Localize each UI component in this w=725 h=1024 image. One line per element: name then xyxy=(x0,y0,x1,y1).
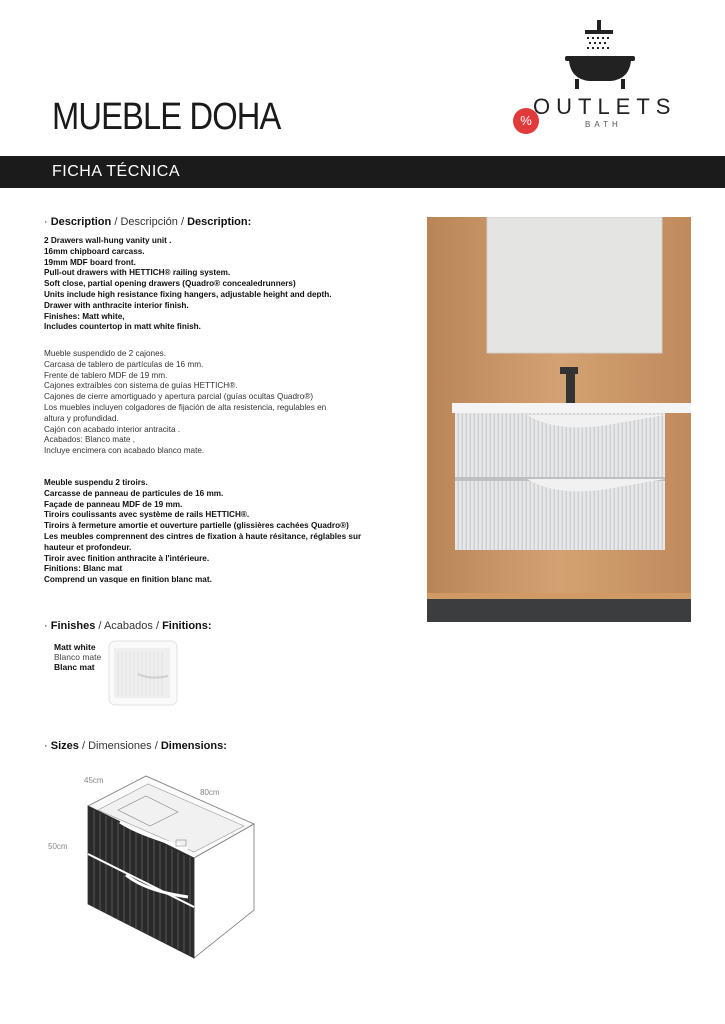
text-line: altura y profundidad. xyxy=(44,413,119,423)
text-line: Façade de panneau MDF de 19 mm. xyxy=(44,499,183,509)
description-heading: · Description / Descripción / Description: xyxy=(44,216,252,228)
text-line: Comprend un vasque en finition blanc mat. xyxy=(44,575,212,585)
text-line: Cajón con acabado interior antracita . xyxy=(44,424,181,434)
description-french xyxy=(44,478,362,586)
sizes-heading: · Sizes / Dimensiones / Dimensions: xyxy=(44,740,227,752)
text-line: Units include high resistance fixing hangers, adjustable height and depth. xyxy=(44,289,332,299)
text-line: Tiroir avec finition anthracite à l'intérieure. xyxy=(44,553,210,563)
text-line: Carcasa de tablero de partículas de 16 mm. xyxy=(44,359,204,369)
page-title: MUEBLE DOHA xyxy=(52,96,281,138)
text-line: Cajones de cierre amortiguado y apertura parcial (guías ocultas Quadro®) xyxy=(44,392,314,402)
text-line: Finitions: Blanc mat xyxy=(44,564,123,574)
finish-swatch-matt-white xyxy=(108,640,178,706)
bathtub-icon xyxy=(505,16,675,96)
heading-fr: Finitions: xyxy=(162,620,212,632)
text-line: Tiroirs coulissants avec système de rails HETTICH®. xyxy=(44,510,250,520)
text-line: Meuble suspendu 2 tiroirs. xyxy=(44,478,148,487)
heading-es: Dimensiones xyxy=(88,740,152,752)
text-line: 2 Drawers wall-hung vanity unit . xyxy=(44,236,172,245)
text-line: Frente de tablero MDF de 19 mm. xyxy=(44,370,168,380)
text-line: hauteur et profondeur. xyxy=(44,542,132,552)
text-line: Soft close, partial opening drawers (Quadro® concealedrunners) xyxy=(44,279,296,289)
heading-es: Acabados xyxy=(103,620,153,632)
logo-subtext: BATH xyxy=(585,120,622,129)
finish-name-en: Matt white xyxy=(54,642,96,652)
band-label: FICHA TÉCNICA xyxy=(52,163,180,180)
heading-en: Finishes xyxy=(50,620,96,632)
section-band xyxy=(0,156,725,188)
finish-name-es: Blanco mate xyxy=(54,652,102,662)
text-line: Mueble suspendido de 2 cajones. xyxy=(44,349,166,358)
heading-es: Descripción xyxy=(120,216,178,228)
text-line: Drawer with anthracite interior finish. xyxy=(44,300,189,310)
heading-en: Sizes xyxy=(50,740,79,752)
finishes-heading: · Finishes / Acabados / Finitions: xyxy=(44,620,212,632)
width-label: 80cm xyxy=(200,788,220,797)
discount-badge: % xyxy=(513,108,539,134)
height-label: 50cm xyxy=(48,842,68,851)
text-line: Tiroirs à fermeture amortie et ouverture partielle (glissières cachées Quadro®) xyxy=(44,521,349,531)
heading-en: Description xyxy=(50,216,112,228)
text-line: Incluye encimera con acabado blanco mate. xyxy=(44,446,205,456)
heading-fr: Description: xyxy=(187,216,252,228)
heading-fr: Dimensions: xyxy=(160,740,227,752)
depth-label: 45cm xyxy=(84,776,104,785)
text-line: Los muebles incluyen colgadores de fijación de alta resistencia, regulables en xyxy=(44,402,327,412)
finish-name-fr: Blanc mat xyxy=(54,662,95,672)
text-line: Includes countertop in matt white finish. xyxy=(44,322,201,332)
text-line: Cajones extraíbles con sistema de guías HETTICH®. xyxy=(44,381,238,391)
product-photo xyxy=(427,217,691,622)
text-line: Carcasse de panneau de particules de 16 mm. xyxy=(44,488,224,498)
text-line: Finishes: Matt white, xyxy=(44,311,125,321)
text-line: 16mm chipboard carcass. xyxy=(44,246,145,256)
description-spanish xyxy=(44,349,344,457)
text-line: Les meubles comprennent des cintres de fixation à haute résitance, réglables sur xyxy=(44,531,362,541)
text-line: Acabados: Blanco mate , xyxy=(44,435,136,445)
text-line: Pull-out drawers with HETTICH® railing system. xyxy=(44,268,231,278)
dimensions-diagram xyxy=(48,770,288,970)
description-english xyxy=(44,236,344,333)
logo-text: OUTLETS xyxy=(533,94,677,119)
finish-names xyxy=(54,642,101,672)
outlets-bath-logo xyxy=(505,16,675,146)
text-line: 19mm MDF board front. xyxy=(44,257,136,267)
